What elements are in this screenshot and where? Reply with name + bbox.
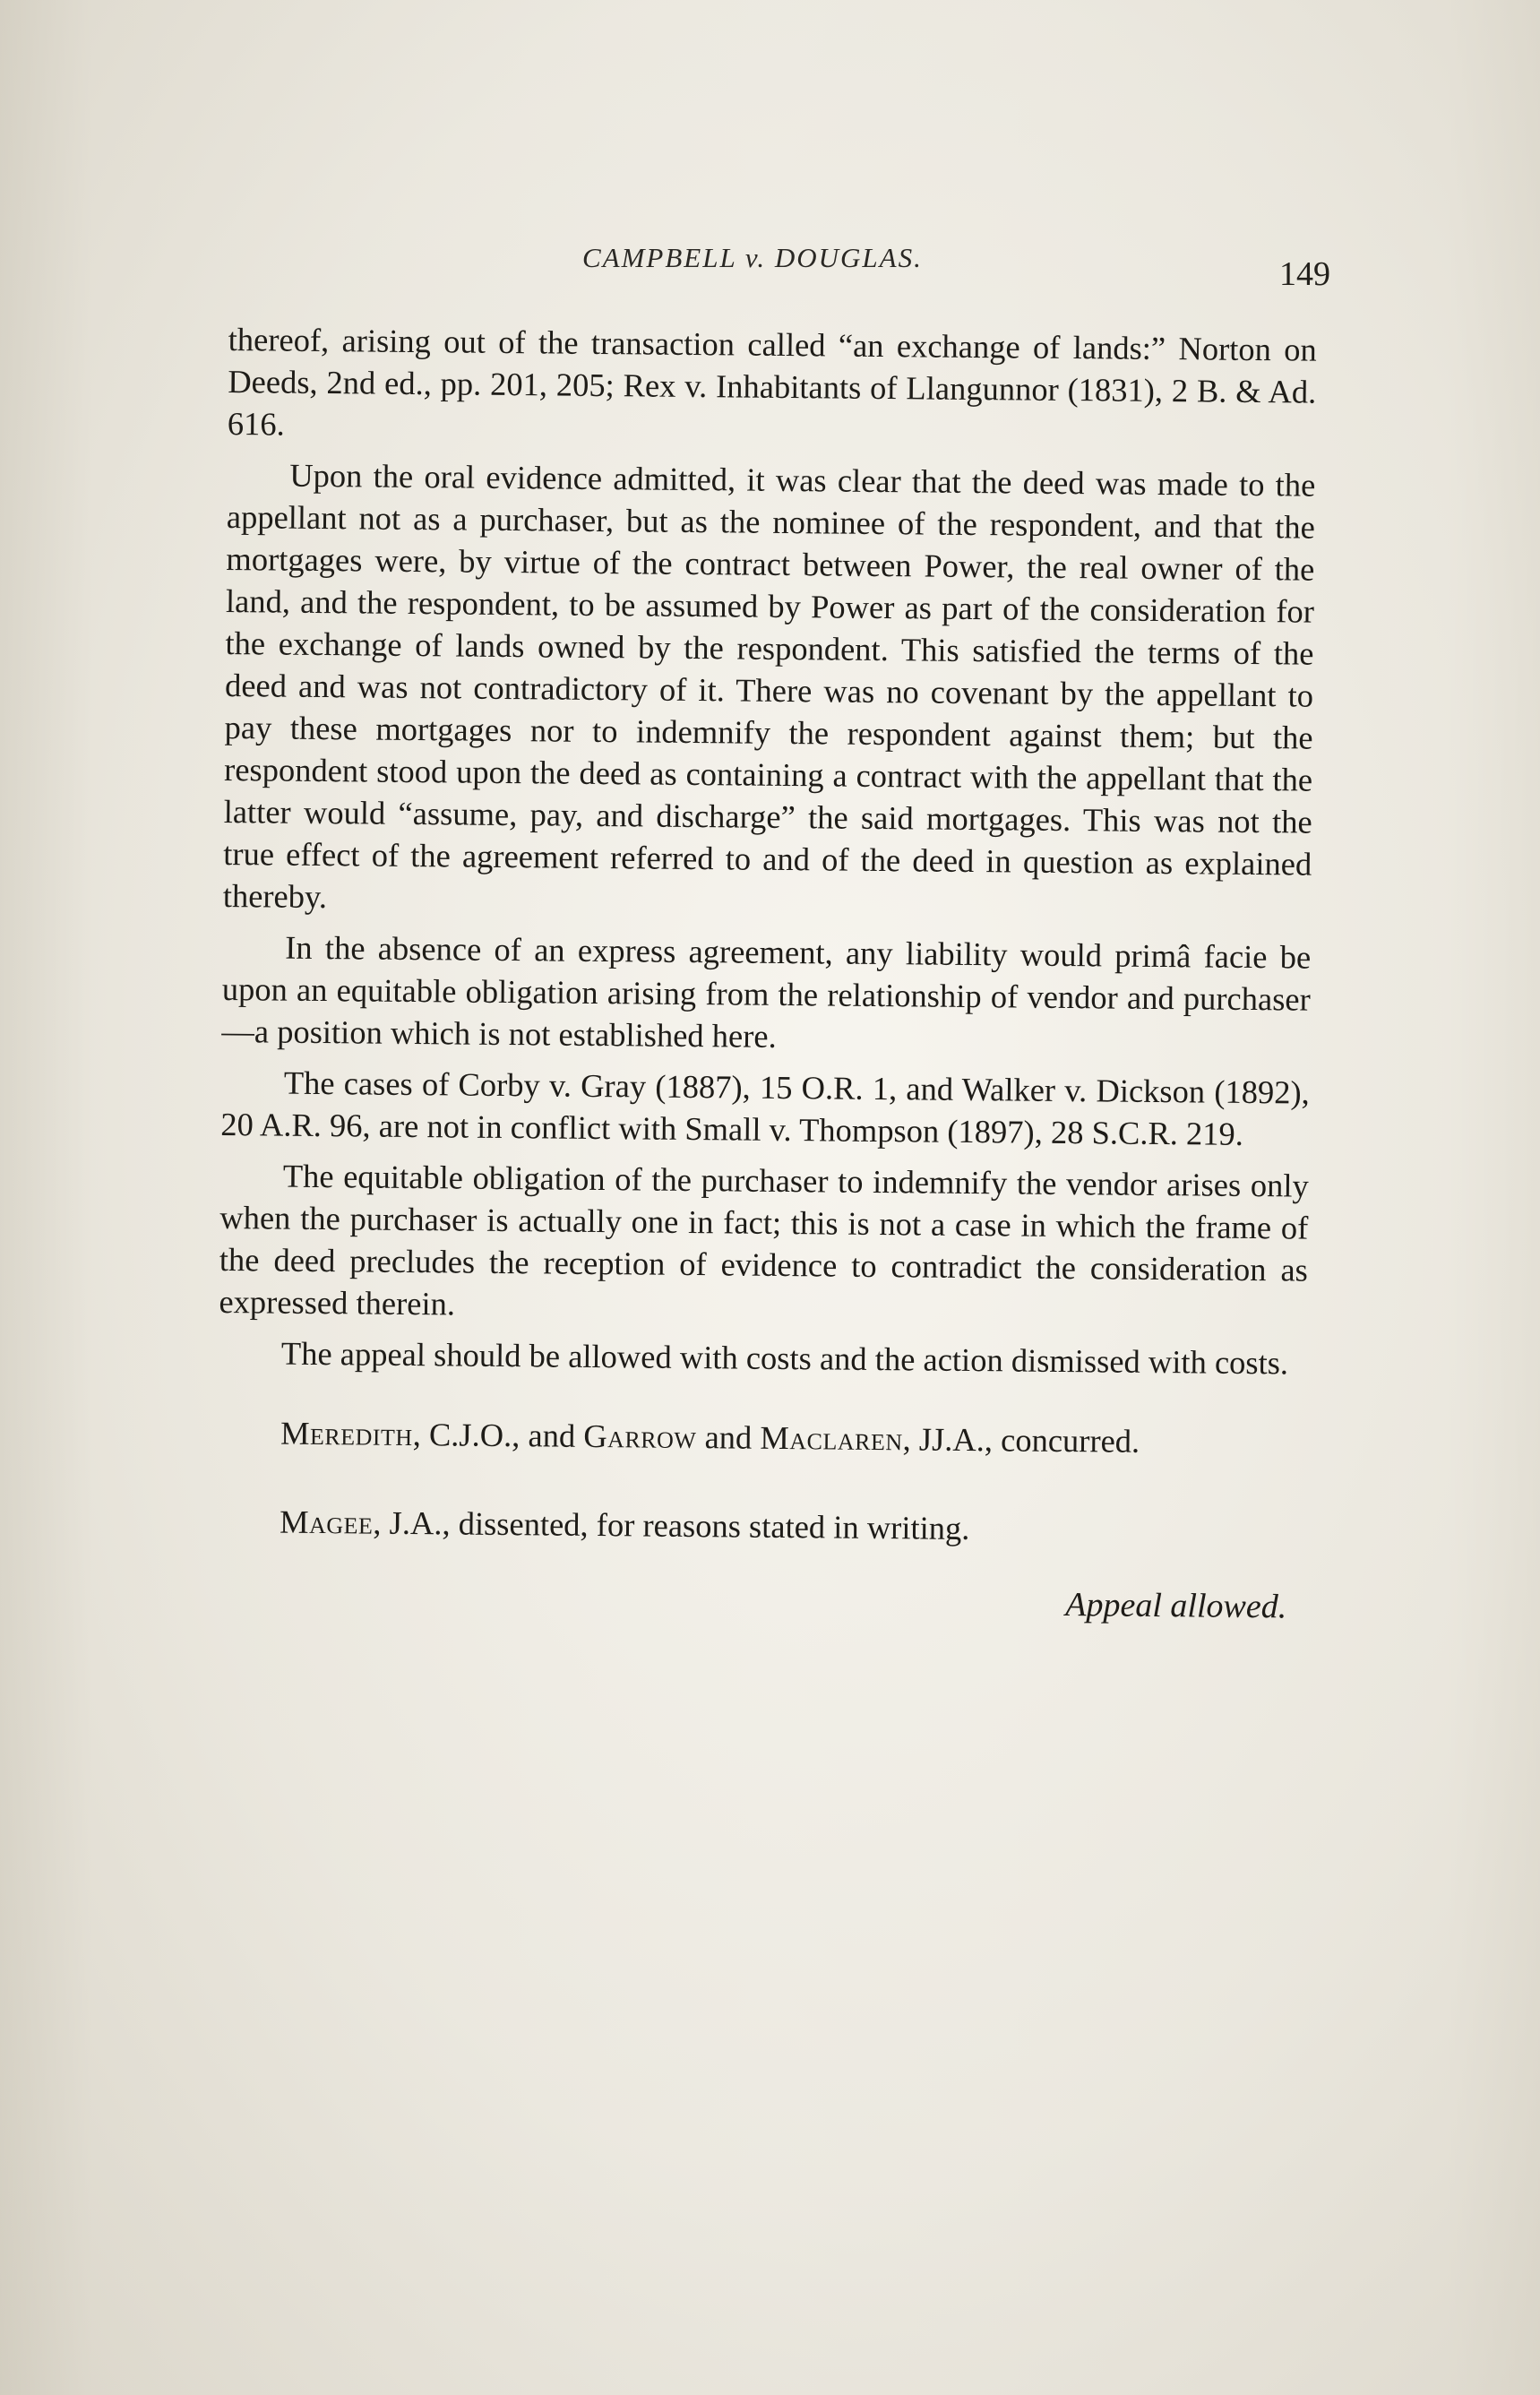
page-number: 149 (1279, 255, 1330, 293)
result-line: Appeal allowed. (1065, 1586, 1287, 1626)
paragraph-equitable-obligation: The equitable obligation of the purchaser to indemnify the vendor arises only when the purchaser is actually one in fact; this is not a case in which the frame of the deed precludes the reception of evidence to contradict the consideration as expressed therein. (219, 1157, 1309, 1322)
paragraph-disposition: The appeal should be allowed with costs and the action dismissed with costs. (280, 1334, 1289, 1382)
dissent-line (217, 1500, 1305, 1553)
paragraph-cases-cited: The cases of Corby v. Gray (1887), 15 O.R. 1, and Walker v. Dickson (1892), 20 A.R. 96, are not in conflict with Small v. Thompson (1897), 28 S.C.R. 219. (220, 1064, 1310, 1152)
running-head (233, 235, 1330, 293)
judge-name: Garrow (583, 1417, 697, 1456)
paragraph-oral-evidence: Upon the oral evidence admitted, it was clear that the deed was made to the appellant not as a purchaser, but as the nominee of the respondent, and that the mortgages were, by virtue of the contract between Power, the real owner of the land, and the respondent, to be assumed by Power as part of the consideration for the exchange of lands owned by the respondent. This satisfied the terms of the deed and was not contradictory of it. There was no covenant by the appellant to pay these mortgages nor to indemnify the respondent against them; but the respondent stood upon the deed as containing a contract with the appellant that the latter would “assume, pay, and discharge” the said mortgages. This was not the true effect of the agreement referred to and of the deed in question as explained thereby. (222, 456, 1316, 916)
concurrence-text: , C.J.O., and (412, 1416, 584, 1454)
paragraph-continuation: thereof, arising out of the transaction called “an exchange of lands:” Norton on Deeds, 2nd ed., pp. 201, 205; Rex v. Inhabitants of Llangunnor (1831), 2 B. & Ad. 616. (227, 320, 1317, 443)
dissent-text: , J.A., dissented, for reasons stated in writing. (373, 1503, 970, 1547)
running-title: CAMPBELL v. DOUGLAS. (582, 242, 923, 273)
concurrence-text: and (696, 1418, 761, 1456)
body-text (216, 318, 1317, 1629)
concurrence-line (218, 1411, 1306, 1464)
judge-name: Meredith (280, 1414, 413, 1453)
judge-name: Magee (279, 1503, 374, 1541)
paragraph-absence-of-agreement: In the absence of an express agreement, any liability would primâ facie be upon an equitable obligation arising from the relationship of vendor and purchaser—a position which is not established here. (221, 928, 1312, 1055)
concurrence-text: , JJ.A., concurred. (902, 1420, 1140, 1460)
judge-name: Maclaren (760, 1418, 903, 1458)
